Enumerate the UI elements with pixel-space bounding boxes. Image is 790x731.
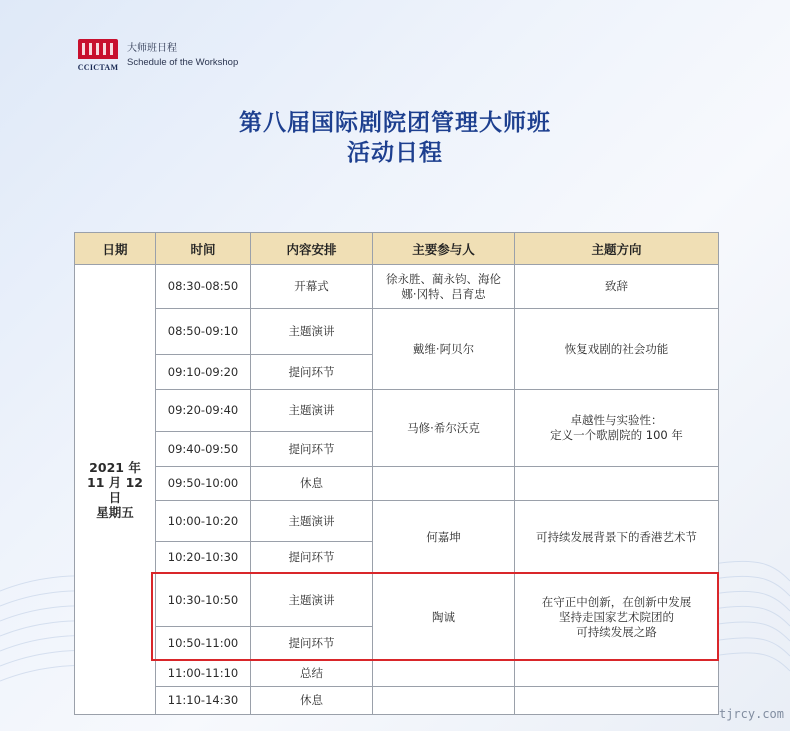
content-cell: 休息 [251, 467, 373, 501]
theme-cell-empty [515, 661, 719, 687]
logo [76, 39, 120, 72]
time-cell: 11:00-11:10 [156, 661, 251, 687]
date-line-1: 2021 年 [89, 459, 141, 475]
participants-cell: 何嘉坤 [373, 501, 515, 574]
theme-cell [515, 390, 719, 467]
participants-cell-empty [373, 661, 515, 687]
header-theme: 主题方向 [515, 233, 719, 265]
logo-text: CCICTAM [77, 63, 119, 72]
header-label-en: Schedule of the Workshop [127, 57, 239, 68]
table-row [75, 687, 719, 715]
schedule-table [74, 232, 719, 715]
content-cell: 总结 [251, 661, 373, 687]
participants-line-2: 娜·冈特、吕育忠 [401, 286, 486, 301]
table-row [75, 574, 719, 627]
header-date: 日期 [75, 233, 156, 265]
time-cell: 10:00-10:20 [156, 501, 251, 542]
content-cell: 主题演讲 [251, 309, 373, 355]
content-cell: 休息 [251, 687, 373, 715]
theatre-curtain-icon [78, 39, 118, 59]
participants-cell: 马修·希尔沃克 [373, 390, 515, 467]
header-content: 内容安排 [251, 233, 373, 265]
time-cell: 10:30-10:50 [156, 574, 251, 627]
header-time: 时间 [156, 233, 251, 265]
content-cell: 提问环节 [251, 432, 373, 467]
content-cell: 开幕式 [251, 265, 373, 309]
participants-cell [373, 265, 515, 309]
theme-cell-empty [515, 467, 719, 501]
time-cell: 10:50-11:00 [156, 627, 251, 661]
header-label-cn: 大师班日程 [127, 43, 177, 54]
table-header-row [75, 233, 719, 265]
page-title [0, 108, 790, 168]
content-cell: 主题演讲 [251, 390, 373, 432]
theme-cell [515, 574, 719, 661]
time-cell: 10:20-10:30 [156, 542, 251, 574]
content-cell: 主题演讲 [251, 574, 373, 627]
title-line-2: 活动日程 [347, 140, 443, 166]
table-row [75, 501, 719, 542]
content-cell: 提问环节 [251, 542, 373, 574]
date-line-2: 11 月 12 日 [87, 474, 143, 505]
title-line-1: 第八届国际剧院团管理大师班 [239, 110, 551, 136]
date-cell [75, 265, 156, 715]
participants-line-1: 徐永胜、蔺永钧、海伦 [386, 271, 501, 286]
watermark: tjrcy.com [718, 707, 784, 721]
table-row [75, 390, 719, 432]
theme-line-1: 在守正中创新，在创新中发展 [541, 594, 692, 609]
time-cell: 09:10-09:20 [156, 355, 251, 390]
table-row [75, 265, 719, 309]
theme-line-2: 坚持走国家艺术院团的 [559, 609, 674, 624]
participants-cell: 戴维·阿贝尔 [373, 309, 515, 390]
time-cell: 09:50-10:00 [156, 467, 251, 501]
participants-cell: 陶诚 [373, 574, 515, 661]
theme-cell: 致辞 [515, 265, 719, 309]
table-row [75, 467, 719, 501]
date-line-3: 星期五 [96, 504, 134, 520]
content-cell: 主题演讲 [251, 501, 373, 542]
time-cell: 08:50-09:10 [156, 309, 251, 355]
table-row [75, 661, 719, 687]
content-cell: 提问环节 [251, 355, 373, 390]
table-row [75, 309, 719, 355]
participants-cell-empty [373, 687, 515, 715]
participants-cell-empty [373, 467, 515, 501]
workshop-header [76, 39, 238, 75]
theme-line-2: 定义一个歌剧院的 100 年 [550, 428, 683, 442]
theme-cell: 恢复戏剧的社会功能 [515, 309, 719, 390]
time-cell: 08:30-08:50 [156, 265, 251, 309]
theme-cell: 可持续发展背景下的香港艺术节 [515, 501, 719, 574]
header-participants: 主要参与人 [373, 233, 515, 265]
time-cell: 11:10-14:30 [156, 687, 251, 715]
theme-line-3: 可持续发展之路 [576, 624, 657, 639]
theme-line-1: 卓越性与实验性： [570, 413, 663, 427]
content-cell: 提问环节 [251, 627, 373, 661]
time-cell: 09:20-09:40 [156, 390, 251, 432]
theme-cell-empty [515, 687, 719, 715]
time-cell: 09:40-09:50 [156, 432, 251, 467]
